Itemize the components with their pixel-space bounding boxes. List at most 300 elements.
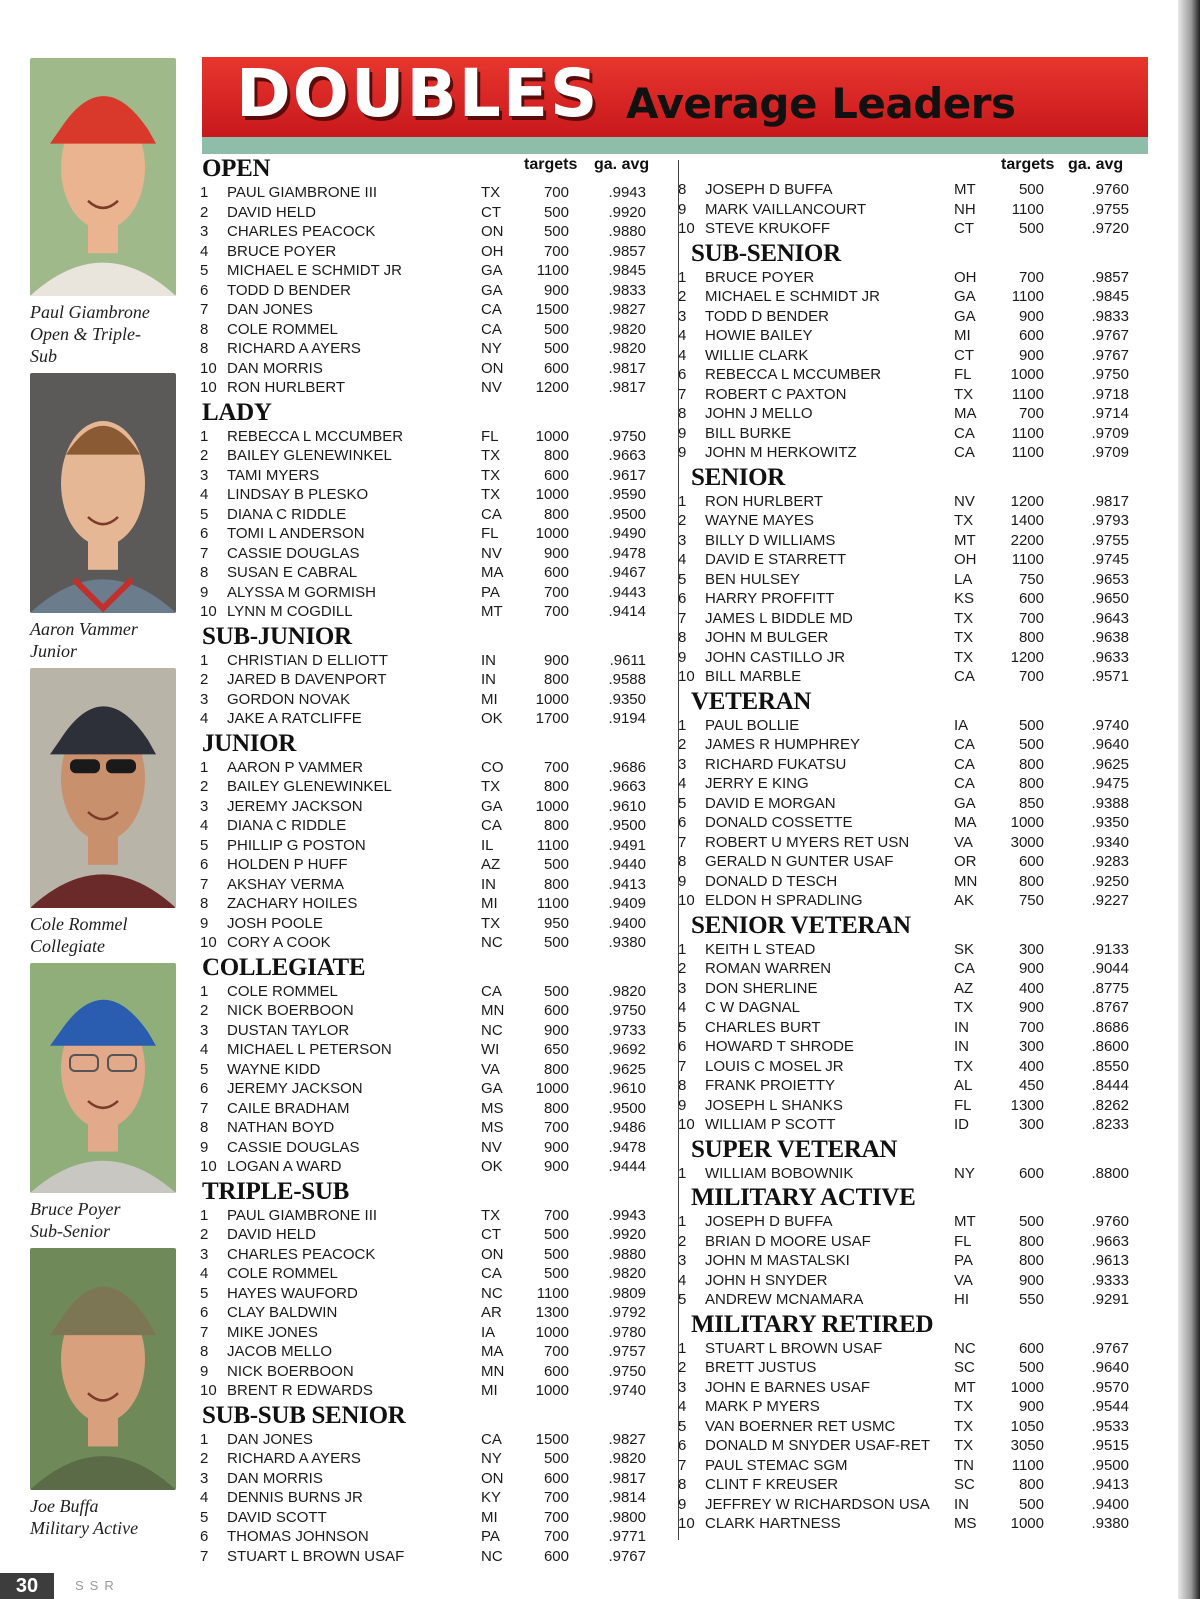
state-cell: CA	[954, 736, 975, 753]
targets-cell: 1000	[1010, 366, 1044, 383]
name-cell: ROMAN WARREN	[705, 960, 832, 977]
name-cell: COLE ROMMEL	[227, 1265, 338, 1282]
name-cell: DAN JONES	[227, 1430, 313, 1448]
targets-cell: 800	[543, 817, 569, 834]
targets-cell: 700	[543, 184, 569, 201]
name-cell: JOSEPH L SHANKS	[705, 1096, 843, 1114]
state-cell: ON	[481, 1245, 504, 1263]
avg-cell: .9638	[1091, 629, 1129, 646]
avg-cell: .9380	[1091, 1515, 1129, 1532]
state-cell: CT	[481, 1226, 501, 1243]
state-cell: MA	[481, 564, 504, 581]
rank-cell: 2	[200, 1450, 209, 1467]
table-row	[678, 716, 1153, 736]
name-cell: CLAY BALDWIN	[227, 1304, 338, 1321]
rank-cell: 8	[678, 181, 687, 198]
rank-cell: 6	[200, 1080, 209, 1097]
targets-cell: 500	[543, 1265, 569, 1282]
table-row	[678, 1115, 1153, 1135]
name-cell: BILL BURKE	[705, 424, 792, 442]
state-cell: TX	[954, 999, 974, 1016]
rank-cell: 6	[678, 1038, 687, 1055]
state-cell: TX	[481, 778, 501, 795]
rank-cell: 10	[678, 668, 695, 685]
name-cell: VAN BOERNER RET USMC	[705, 1417, 896, 1435]
rank-cell: 8	[200, 320, 209, 338]
name-cell: RICHARD FUKATSU	[705, 755, 847, 773]
name-cell: ANDREW MCNAMARA	[705, 1291, 864, 1308]
table-row	[202, 982, 670, 1002]
state-cell: VA	[954, 1271, 973, 1289]
rank-cell: 1	[200, 982, 209, 1000]
page-number: 30	[0, 1573, 54, 1599]
person-photo-red-cap	[30, 58, 176, 296]
targets-cell: 400	[1018, 979, 1044, 997]
table-row	[202, 797, 670, 817]
rank-cell: 6	[200, 525, 209, 542]
section-title: TRIPLE-SUB	[202, 1177, 350, 1205]
left-column	[202, 154, 670, 1566]
state-cell: MT	[954, 531, 976, 549]
name-cell: JOHN CASTILLO JR	[705, 648, 846, 666]
name-cell: JEFFREY W RICHARDSON USA	[705, 1495, 930, 1513]
state-cell: NV	[481, 1138, 502, 1156]
name-cell: RON HURLBERT	[227, 379, 346, 396]
state-cell: MI	[954, 327, 971, 344]
avg-cell: .9833	[1091, 307, 1129, 325]
name-cell: CAILE BRADHAM	[227, 1099, 350, 1117]
avg-cell: .8233	[1091, 1116, 1129, 1133]
name-cell: HOLDEN P HUFF	[227, 856, 348, 873]
name-cell: MICHAEL L PETERSON	[227, 1041, 392, 1058]
state-cell: MN	[954, 872, 978, 890]
state-cell: MA	[954, 405, 977, 422]
rank-cell: 1	[200, 758, 209, 776]
avg-cell: .9692	[608, 1041, 646, 1058]
targets-cell: 400	[1018, 1057, 1044, 1075]
table-row	[678, 813, 1153, 833]
table-row	[678, 1271, 1153, 1291]
name-cell: NATHAN BOYD	[227, 1119, 335, 1136]
table-row	[202, 466, 670, 486]
table-row	[202, 427, 670, 447]
avg-cell: .9817	[1091, 492, 1129, 510]
targets-cell: 300	[1018, 1116, 1044, 1133]
state-cell: ON	[481, 1469, 504, 1487]
avg-cell: .9413	[608, 875, 646, 893]
rank-cell: 8	[200, 895, 209, 912]
avg-cell: .9350	[1091, 814, 1129, 831]
avg-cell: .9755	[1091, 531, 1129, 549]
name-cell: BEN HULSEY	[705, 570, 801, 588]
state-cell: CA	[954, 444, 975, 461]
avg-cell: .9845	[1091, 288, 1129, 305]
section-title: OPEN	[202, 155, 271, 182]
targets-cell: 1050	[1010, 1417, 1044, 1435]
person-photo-medal	[30, 373, 176, 613]
state-cell: VA	[481, 1060, 500, 1078]
table-row	[678, 1232, 1153, 1252]
state-cell: FL	[481, 525, 499, 542]
state-cell: IN	[954, 1018, 969, 1036]
state-cell: CA	[481, 1265, 502, 1282]
targets-cell: 700	[543, 1489, 569, 1506]
table-row	[202, 602, 670, 622]
table-row	[202, 1284, 670, 1304]
table-row	[678, 1057, 1153, 1077]
rank-cell: 1	[678, 268, 687, 286]
caption-line: Sub-Senior	[30, 1221, 110, 1241]
state-cell: TX	[954, 609, 974, 627]
avg-cell: .9718	[1091, 385, 1129, 403]
state-cell: PA	[481, 1528, 500, 1545]
name-cell: AKSHAY VERMA	[227, 875, 344, 893]
name-cell: JOSEPH D BUFFA	[705, 181, 833, 198]
avg-cell: .8262	[1091, 1096, 1129, 1114]
table-row	[678, 1339, 1153, 1359]
rank-cell: 2	[678, 736, 687, 753]
state-cell: NV	[954, 492, 975, 510]
rank-cell: 8	[678, 629, 687, 646]
name-cell: STUART L BROWN USAF	[705, 1339, 883, 1357]
name-cell: DAVID E MORGAN	[705, 794, 836, 812]
rank-cell: 2	[678, 960, 687, 977]
targets-cell: 800	[1018, 755, 1044, 773]
table-row	[678, 755, 1153, 775]
targets-cell: 700	[1018, 609, 1044, 627]
table-row	[678, 735, 1153, 755]
state-cell: MN	[481, 1362, 505, 1380]
targets-cell: 1100	[1011, 288, 1044, 305]
table-row	[202, 914, 670, 934]
rank-cell: 7	[678, 833, 687, 851]
state-cell: IN	[481, 875, 496, 893]
name-cell: NICK BOERBOON	[227, 1362, 354, 1380]
targets-cell: 800	[1018, 1476, 1044, 1493]
state-cell: CA	[481, 817, 502, 834]
avg-cell: .9617	[608, 466, 646, 484]
rank-cell: 2	[200, 1002, 209, 1019]
name-cell: PAUL GIAMBRONE III	[227, 1206, 378, 1224]
state-cell: TX	[954, 1398, 974, 1415]
table-row	[678, 1096, 1153, 1116]
state-cell: TX	[954, 385, 974, 403]
avg-cell: .9663	[608, 778, 646, 795]
table-row	[678, 180, 1153, 200]
section-title: COLLEGIATE	[202, 953, 366, 981]
rank-cell: 10	[200, 1382, 217, 1399]
table-row	[678, 1018, 1153, 1038]
table-row	[678, 891, 1153, 911]
section-title: JUNIOR	[202, 729, 297, 757]
rank-cell: 7	[678, 609, 687, 627]
name-cell: DON SHERLINE	[705, 979, 818, 997]
name-cell: BILL MARBLE	[705, 668, 802, 685]
table-row	[202, 758, 670, 778]
table-row	[678, 365, 1153, 385]
state-cell: OK	[481, 1158, 503, 1175]
table-row	[202, 670, 670, 690]
avg-cell: .9633	[1091, 648, 1129, 666]
targets-cell: 300	[1018, 1038, 1044, 1055]
avg-cell: .9414	[608, 603, 646, 620]
state-cell: MS	[481, 1119, 504, 1136]
avg-header: ga. avg	[1068, 156, 1124, 173]
rank-cell: 8	[678, 1077, 687, 1094]
avg-cell: .9478	[608, 1138, 646, 1156]
state-cell: GA	[954, 307, 976, 325]
targets-cell: 900	[1018, 999, 1044, 1016]
rank-cell: 3	[678, 531, 687, 549]
state-cell: MT	[954, 1213, 976, 1230]
avg-cell: .9771	[608, 1528, 646, 1545]
targets-cell: 800	[1018, 629, 1044, 646]
state-cell: AL	[954, 1077, 973, 1094]
table-row	[202, 1021, 670, 1041]
table-row	[678, 307, 1153, 327]
avg-cell: .9571	[1091, 668, 1129, 685]
table-row	[202, 1469, 670, 1489]
table-row	[202, 1381, 670, 1401]
avg-cell: .9767	[1091, 1339, 1129, 1357]
table-row	[202, 1079, 670, 1099]
rank-cell: 7	[200, 1547, 209, 1565]
rank-cell: 5	[678, 794, 687, 812]
state-cell: CA	[954, 668, 975, 685]
state-cell: CA	[954, 960, 975, 977]
table-row	[202, 378, 670, 398]
avg-cell: .9533	[1091, 1417, 1129, 1435]
name-cell: THOMAS JOHNSON	[227, 1528, 369, 1545]
avg-cell: .8600	[1091, 1038, 1129, 1055]
name-cell: PAUL BOLLIE	[705, 716, 800, 734]
state-cell: MT	[954, 1378, 976, 1396]
avg-cell: .9833	[608, 281, 646, 299]
state-cell: CA	[954, 775, 975, 792]
state-cell: ON	[481, 359, 504, 377]
name-cell: WILLIAM BOBOWNIK	[705, 1164, 854, 1182]
avg-cell: .9709	[1091, 444, 1129, 461]
state-cell: MS	[481, 1099, 504, 1117]
name-cell: DAVID HELD	[227, 1226, 316, 1243]
rank-cell: 4	[200, 1041, 209, 1058]
name-cell: LOUIS C MOSEL JR	[705, 1057, 844, 1075]
targets-cell: 750	[1018, 570, 1044, 588]
targets-cell: 1100	[1011, 200, 1044, 218]
photo-caption	[30, 1495, 176, 1539]
rank-cell: 1	[678, 940, 687, 958]
table-row	[202, 1362, 670, 1382]
title-banner	[202, 57, 1148, 154]
table-row	[678, 1290, 1153, 1310]
rank-cell: 5	[200, 262, 209, 279]
table-row	[202, 1449, 670, 1469]
name-cell: JAMES R HUMPHREY	[705, 736, 861, 753]
state-cell: PA	[481, 583, 500, 601]
name-cell: DAN JONES	[227, 301, 313, 318]
table-row	[678, 1164, 1153, 1184]
state-cell: TN	[954, 1456, 974, 1474]
state-cell: AK	[954, 892, 975, 909]
state-cell: CA	[481, 982, 502, 1000]
table-row	[202, 1430, 670, 1450]
name-cell: JOSEPH D BUFFA	[705, 1213, 833, 1230]
targets-cell: 900	[1018, 307, 1044, 325]
targets-cell: 700	[543, 1206, 569, 1224]
caption-line: Joe Buffa	[30, 1496, 99, 1516]
state-cell: NV	[481, 544, 502, 562]
targets-cell: 700	[543, 1508, 569, 1526]
rank-cell: 4	[678, 327, 687, 344]
targets-cell: 300	[1018, 940, 1044, 958]
state-cell: IL	[481, 836, 494, 854]
targets-cell: 1100	[1011, 1456, 1044, 1474]
photo-sidebar	[30, 58, 176, 1545]
targets-cell: 500	[543, 934, 569, 951]
table-row	[678, 1514, 1153, 1534]
avg-cell: .9827	[608, 1430, 646, 1448]
avg-cell: .9663	[608, 447, 646, 464]
rank-cell: 8	[678, 853, 687, 870]
state-cell: HI	[954, 1291, 969, 1308]
rank-cell: 9	[200, 914, 209, 932]
rank-cell: 7	[678, 1057, 687, 1075]
name-cell: DAN MORRIS	[227, 1469, 323, 1487]
rank-cell: 4	[678, 999, 687, 1016]
table-row	[202, 1138, 670, 1158]
caption-line: Sub	[30, 346, 57, 366]
rank-cell: 7	[200, 1323, 209, 1341]
rank-cell: 1	[200, 651, 209, 669]
name-cell: COLE ROMMEL	[227, 320, 338, 338]
avg-cell: .9757	[608, 1343, 646, 1360]
targets-cell: 1000	[535, 486, 569, 503]
avg-cell: .9714	[1091, 405, 1129, 422]
state-cell: TX	[481, 914, 501, 932]
rank-cell: 1	[678, 492, 687, 510]
rank-cell: 3	[200, 1469, 209, 1487]
targets-cell: 1100	[536, 895, 569, 912]
avg-cell: .9500	[608, 1099, 646, 1117]
rank-cell: 10	[678, 1116, 695, 1133]
name-cell: DIANA C RIDDLE	[227, 817, 347, 834]
targets-cell: 700	[543, 583, 569, 601]
name-cell: TAMI MYERS	[227, 466, 320, 484]
targets-cell: 900	[543, 1138, 569, 1156]
table-row	[202, 339, 670, 359]
table-row	[678, 385, 1153, 405]
name-cell: HAYES WAUFORD	[227, 1284, 358, 1302]
rank-cell: 9	[678, 200, 687, 218]
name-cell: ZACHARY HOILES	[227, 895, 358, 912]
rank-cell: 4	[200, 817, 209, 834]
state-cell: SC	[954, 1476, 975, 1493]
targets-cell: 1100	[1011, 551, 1044, 568]
targets-cell: 700	[543, 1119, 569, 1136]
targets-cell: 500	[543, 320, 569, 338]
name-cell: MICHAEL E SCHMIDT JR	[705, 288, 881, 305]
state-cell: MI	[481, 1382, 498, 1399]
rank-cell: 1	[678, 716, 687, 734]
targets-cell: 1100	[536, 262, 569, 279]
rank-cell: 3	[678, 1252, 687, 1269]
targets-cell: 950	[543, 914, 569, 932]
table-row	[202, 183, 670, 203]
name-cell: BRIAN D MOORE USAF	[705, 1232, 871, 1250]
targets-cell: 800	[543, 505, 569, 523]
avg-cell: .9745	[1091, 551, 1129, 568]
name-cell: STUART L BROWN USAF	[227, 1547, 405, 1565]
avg-cell: .9625	[1091, 755, 1129, 773]
table-row	[678, 1358, 1153, 1378]
name-cell: C W DAGNAL	[705, 999, 801, 1016]
name-cell: CHRISTIAN D ELLIOTT	[227, 651, 388, 669]
rank-cell: 10	[678, 220, 695, 237]
name-cell: DONALD D TESCH	[705, 872, 838, 890]
avg-cell: .9613	[1091, 1252, 1129, 1269]
rank-cell: 1	[200, 427, 209, 445]
targets-cell: 600	[1018, 327, 1044, 344]
state-cell: MI	[481, 690, 498, 708]
rank-cell: 4	[678, 775, 687, 792]
targets-cell: 800	[1018, 1252, 1044, 1269]
table-row	[678, 852, 1153, 872]
table-row	[678, 794, 1153, 814]
targets-cell: 800	[543, 1099, 569, 1117]
avg-cell: .9820	[608, 340, 646, 357]
state-cell: CT	[954, 220, 974, 237]
name-cell: DAN MORRIS	[227, 359, 323, 377]
state-cell: GA	[481, 281, 503, 299]
table-row	[202, 1488, 670, 1508]
name-cell: PAUL STEMAC SGM	[705, 1456, 848, 1474]
photo-caption	[30, 618, 176, 662]
targets-cell: 900	[1018, 1398, 1044, 1415]
targets-cell: 600	[543, 466, 569, 484]
table-row	[678, 424, 1153, 444]
name-cell: JARED B DAVENPORT	[227, 671, 387, 688]
state-cell: MS	[954, 1515, 977, 1532]
avg-cell: .9943	[608, 184, 646, 201]
targets-cell: 800	[543, 447, 569, 464]
targets-cell: 900	[543, 281, 569, 299]
state-cell: GA	[481, 1080, 503, 1097]
targets-cell: 1000	[535, 427, 569, 445]
table-row	[202, 690, 670, 710]
table-row	[678, 200, 1153, 220]
name-cell: TOMI L ANDERSON	[227, 525, 365, 542]
name-cell: LYNN M COGDILL	[227, 603, 353, 620]
state-cell: NH	[954, 200, 976, 218]
rank-cell: 6	[678, 590, 687, 607]
avg-cell: .9486	[608, 1119, 646, 1136]
table-row	[202, 1547, 670, 1567]
table-row	[202, 894, 670, 914]
name-cell: JOHN M BULGER	[705, 629, 829, 646]
table-row	[202, 709, 670, 729]
table-row	[678, 531, 1153, 551]
rank-cell: 6	[678, 814, 687, 831]
rank-cell: 2	[678, 1232, 687, 1250]
photo-caption	[30, 913, 176, 957]
name-cell: JEREMY JACKSON	[227, 797, 363, 815]
targets-cell: 500	[1018, 220, 1044, 237]
targets-cell: 1000	[1010, 814, 1044, 831]
section-title: MILITARY RETIRED	[691, 1310, 934, 1338]
avg-cell: .9291	[1091, 1291, 1129, 1308]
avg-cell: .9388	[1091, 794, 1129, 812]
name-cell: LOGAN A WARD	[227, 1158, 342, 1175]
